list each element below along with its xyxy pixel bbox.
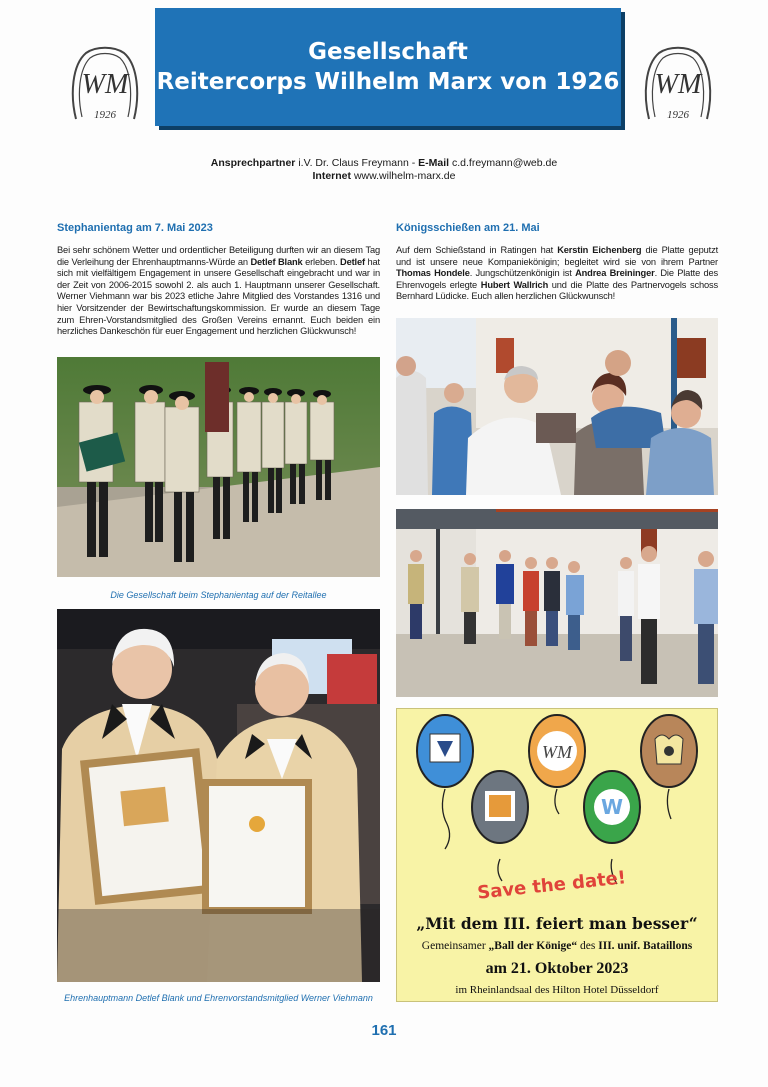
photo-congratulations [396,318,718,495]
society-logo-right [639,45,717,127]
article-text: die Platte geputzt und ist unsere neue Kompaniekönigin; begleitet wird sie von ihrem Partner [396,245,718,267]
title-line-1: Gesellschaft [308,39,468,65]
article-text: hat sich mit vielfältigem Engagement in unsere Gesellschaft eingebracht und war in der Zeit von 2006-2015 sowohl 2. als auch 1. Hauptmann unserer Gesellschaft. Werner Viehmann war bis 2023 etliche Jahre Mitglied des Vorstandes 1316 und hier Vorsitzender der Bewirtschaftungskommission. Er wurde an diesem Tage zum Ehren-Vorstandsmitglied des Großen Vereins ernannt. Euch beiden ein herzliches Dankeschön für euer Engagement und herzlichen Glückwunsch! [57,256,380,337]
contact-person-label: Ansprechpartner [210,157,296,169]
title-banner [155,8,621,126]
logo-year-right: 1926 [667,109,689,121]
caption-parade: Die Gesellschaft beim Stephanientag auf der Reitallee [110,590,327,600]
article-name: Kerstin Eichenberg [557,245,642,255]
event-name: „Ball der Könige“ [488,940,578,952]
article-stephanientag [57,245,380,338]
article-name: Hubert Wallrich [480,279,549,290]
contact-person: i.V. Dr. Claus Freymann [298,157,409,169]
page-number: 161 [371,1022,397,1039]
event-battalion: III. unif. Bataillons [598,940,693,952]
article-name: Andrea Breininger [575,268,655,279]
photo-parade [57,357,380,577]
photo-group [396,509,718,697]
contact-internet-label: Internet [312,170,352,182]
svg-text:WM: WM [542,742,572,762]
save-the-date-headline: Save the date! [476,867,627,904]
contact-email[interactable]: c.d.freymann@web.de [452,157,558,169]
article-text: . Jungschützenkönigin ist [469,268,576,279]
title-line-2: Reitercorps Wilhelm Marx von 1926 [156,69,620,95]
section-title-stephanientag: Stephanientag am 7. Mai 2023 [57,222,213,234]
article-name: Detlef Blank [250,256,303,267]
contact-info [0,157,768,183]
article-koenigsschiessen [396,245,718,303]
article-name: Thomas Hondele [396,268,470,279]
article-text: erleben. [302,256,341,267]
caption-honorees: Ehrenhauptmann Detlef Blank und Ehrenvorstandsmitglied Werner Viehmann [64,993,373,1003]
article-name: Detlef [340,256,365,267]
save-the-date-box [396,708,718,1002]
article-text: Auf dem Schießstand in Ratingen hat [396,245,558,255]
event-venue: im Rheinlandsaal des Hilton Hotel Düsseldorf [455,984,659,996]
contact-separator: - [408,157,419,169]
event-date: am 21. Oktober 2023 [485,960,629,977]
photo-honorees [57,609,380,982]
balloon-letter: W [600,795,624,819]
article-text: Bei sehr schönem Wetter und ordentlicher Beteiligung durften wir an diesem Tag die Verleihung der Ehrenhauptmanns-Würde an [57,245,380,267]
event-text: des [577,940,599,952]
section-title-koenigsschiessen: Königsschießen am 21. Mai [396,222,540,234]
society-logo-left [66,45,144,127]
event-description [397,940,717,952]
contact-email-label: E-Mail [418,157,450,169]
event-text: Gemeinsamer [421,940,489,952]
svg-text:WM: WM [81,69,129,100]
article-text: . Die Platte des Ehrenvogels erlegte [396,268,718,290]
event-slogan: „Mit dem III. feiert man besser“ [416,914,698,933]
logo-year-left: 1926 [94,109,116,121]
article-text: und die Platte des Partnervogels schoss Bernhard Lüdicke. Euch allen herzlichen Glückwunsch! [396,279,718,302]
svg-text:WM: WM [654,69,702,100]
contact-website[interactable]: www.wilhelm-marx.de [353,170,456,182]
balloons-illustration [397,709,719,1003]
